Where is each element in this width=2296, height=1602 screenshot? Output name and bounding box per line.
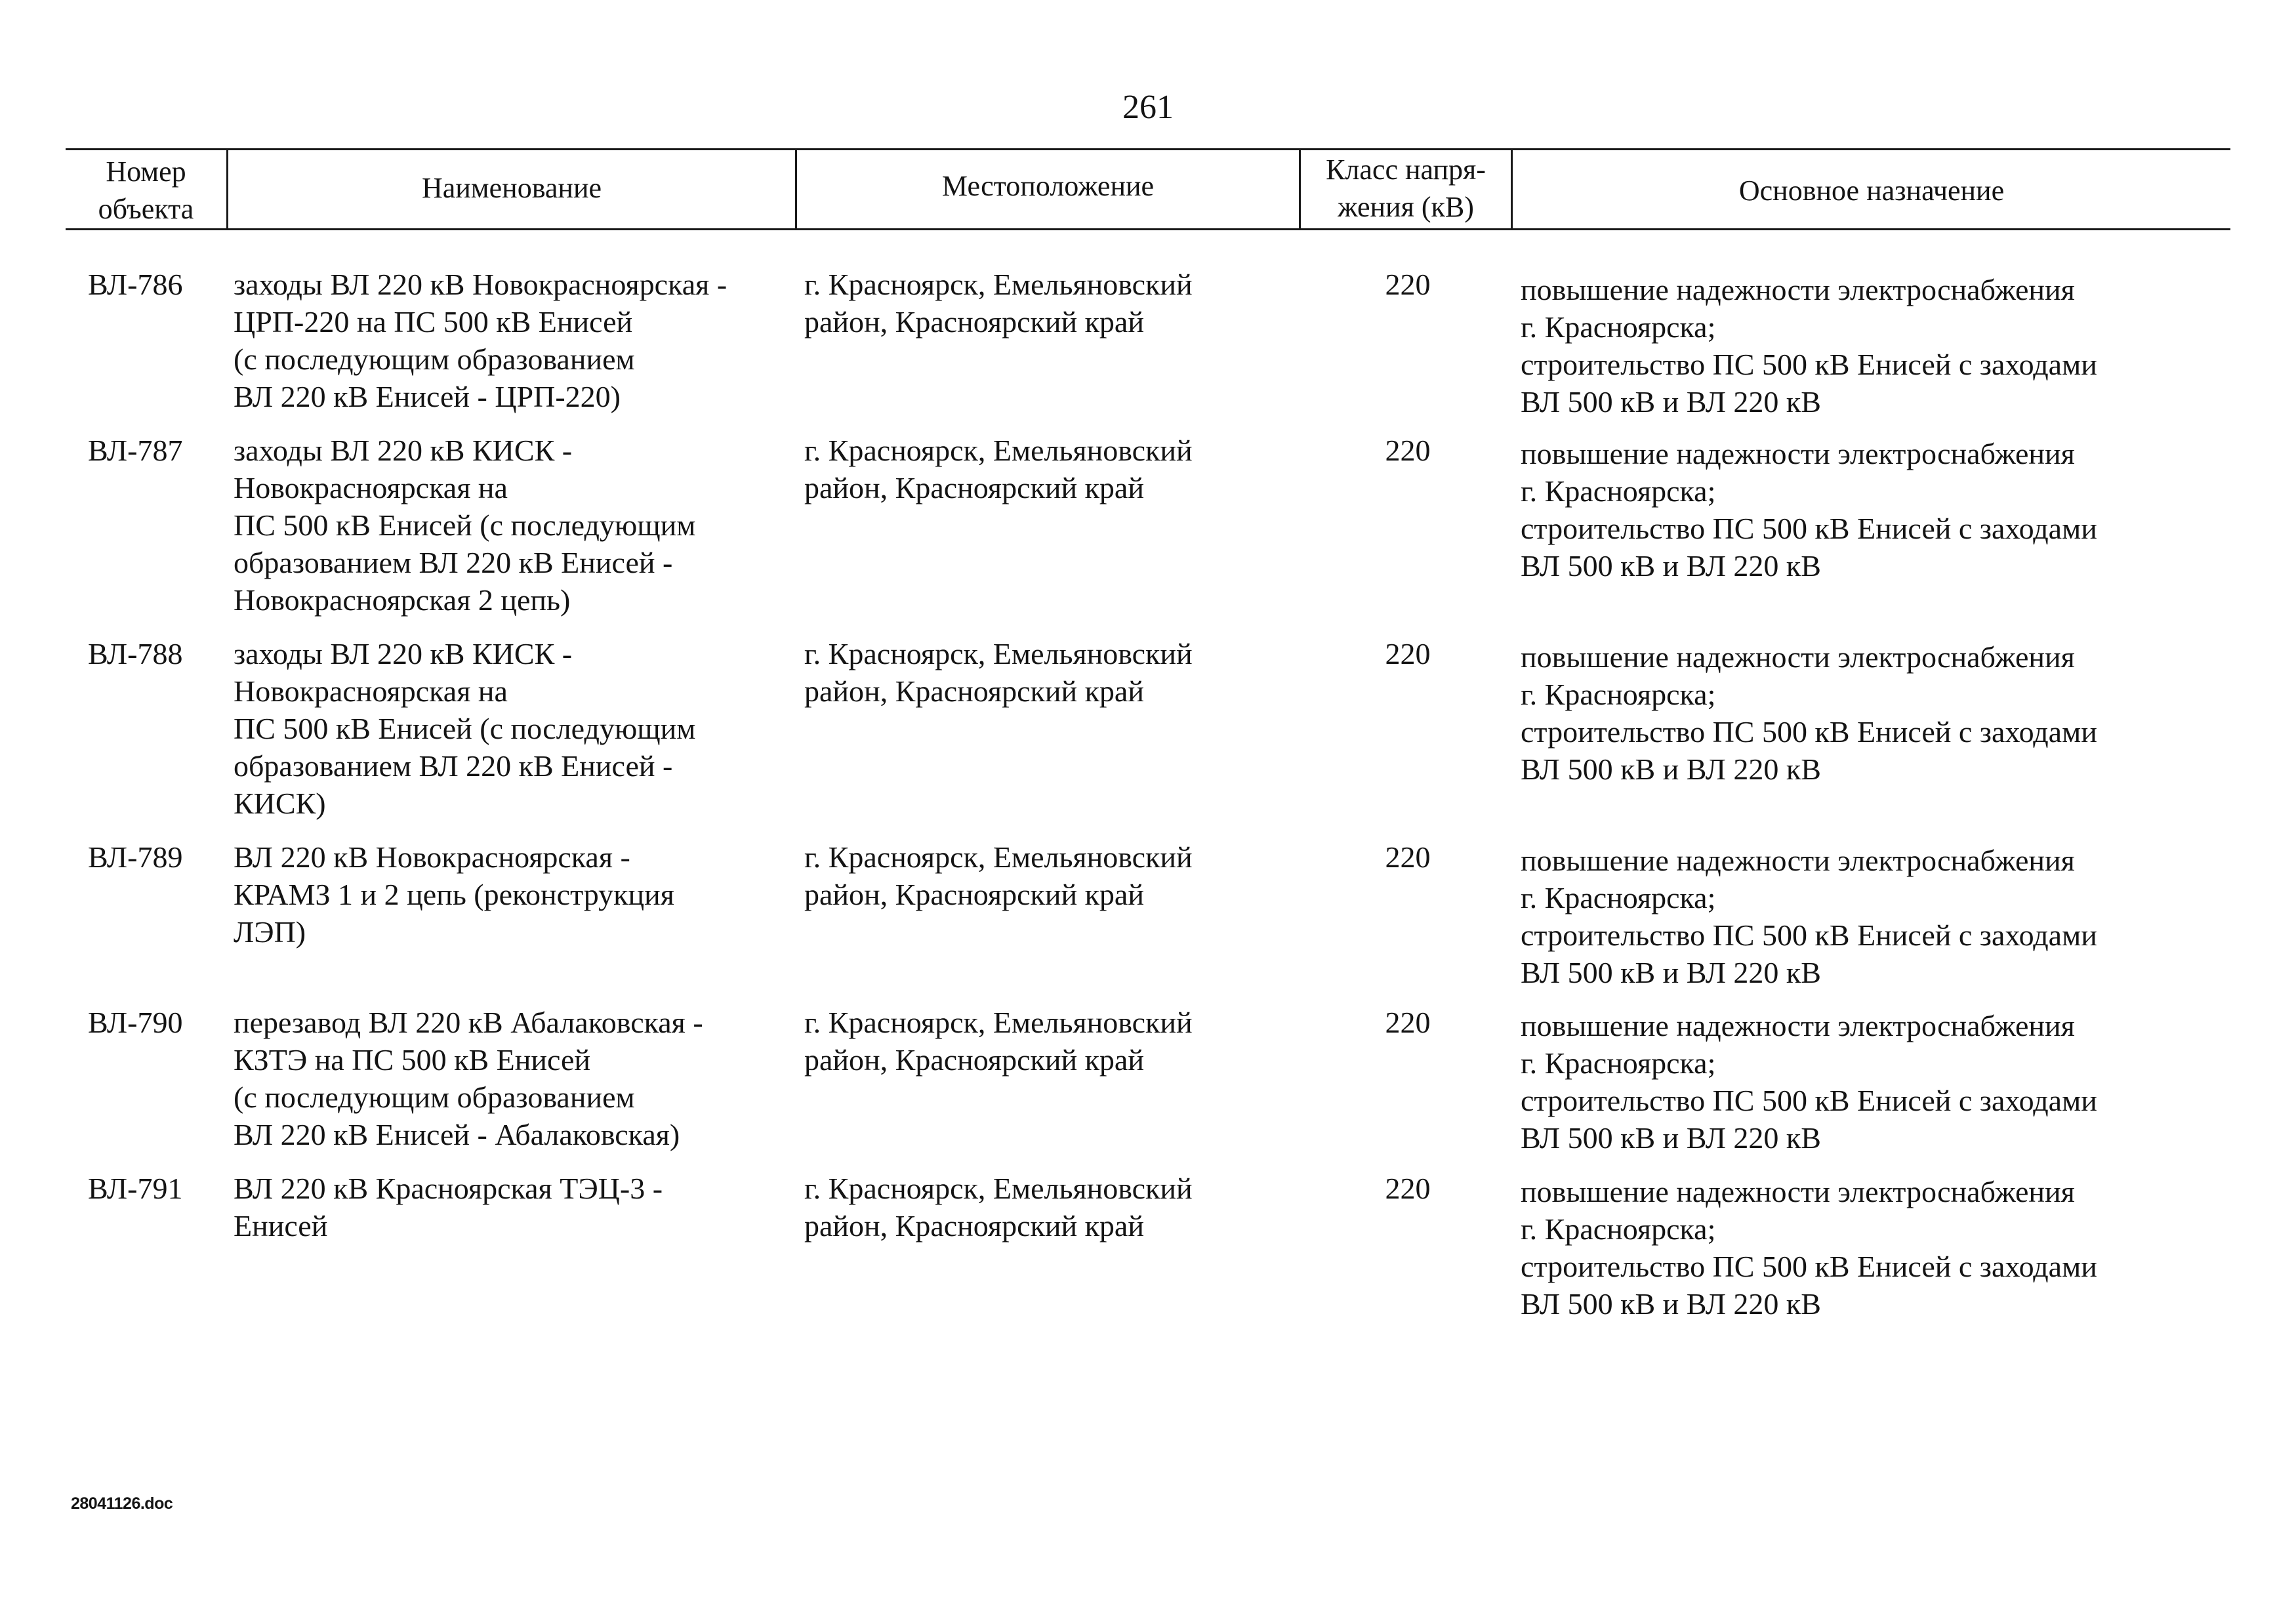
object-voltage: 220	[1385, 1172, 1431, 1205]
object-name: ВЛ 220 кВ Красноярская ТЭЦ-3 - Енисей	[234, 1172, 663, 1243]
object-purpose: повышение надежности электроснабжения г. Красноярска; строительство ПС 500 кВ Енисей с заходами ВЛ 500 кВ и ВЛ 220 кВ	[1521, 1175, 2097, 1321]
object-purpose: повышение надежности электроснабжения г. Красноярска; строительство ПС 500 кВ Енисей с заходами ВЛ 500 кВ и ВЛ 220 кВ	[1521, 640, 2097, 786]
header-name: Наименование	[421, 172, 602, 204]
object-number: ВЛ-786	[88, 268, 183, 301]
object-number: ВЛ-787	[88, 434, 183, 467]
table-header-bottom-border	[66, 228, 2230, 230]
object-name: ВЛ 220 кВ Новокрасноярская - КРАМЗ 1 и 2 цепь (реконструкция ЛЭП)	[234, 840, 674, 949]
object-name: заходы ВЛ 220 кВ КИСК - Новокрасноярская на ПС 500 кВ Енисей (с последующим образованием ВЛ 220 кВ Енисей - КИСК)	[234, 637, 696, 820]
object-name: заходы ВЛ 220 кВ Новокрасноярская - ЦРП-220 на ПС 500 кВ Енисей (с последующим образованием ВЛ 220 кВ Енисей - ЦРП-220)	[234, 268, 728, 413]
object-location: г. Красноярск, Емельяновский район, Красноярский край	[804, 840, 1193, 911]
table-top-border	[66, 148, 2230, 150]
object-purpose: повышение надежности электроснабжения г. Красноярска; строительство ПС 500 кВ Енисей с заходами ВЛ 500 кВ и ВЛ 220 кВ	[1521, 273, 2097, 419]
page-number: 261	[1122, 89, 1174, 126]
object-name: заходы ВЛ 220 кВ КИСК - Новокрасноярская на ПС 500 кВ Енисей (с последующим образованием ВЛ 220 кВ Енисей - Новокрасноярская 2 цепь)	[234, 434, 696, 617]
object-number: ВЛ-788	[88, 637, 183, 670]
object-number: ВЛ-791	[88, 1172, 183, 1205]
object-voltage: 220	[1385, 637, 1431, 670]
object-name: перезавод ВЛ 220 кВ Абалаковская - КЗТЭ на ПС 500 кВ Енисей (с последующим образованием ВЛ 220 кВ Енисей - Абалаковская)	[234, 1006, 703, 1151]
object-location: г. Красноярск, Емельяновский район, Красноярский край	[804, 637, 1193, 708]
object-location: г. Красноярск, Емельяновский район, Красноярский край	[804, 1006, 1193, 1077]
object-voltage: 220	[1385, 840, 1431, 874]
object-location: г. Красноярск, Емельяновский район, Красноярский край	[804, 268, 1193, 339]
object-location: г. Красноярск, Емельяновский район, Красноярский край	[804, 434, 1193, 504]
object-voltage: 220	[1385, 1006, 1431, 1039]
object-voltage: 220	[1385, 268, 1431, 301]
object-purpose: повышение надежности электроснабжения г. Красноярска; строительство ПС 500 кВ Енисей с заходами ВЛ 500 кВ и ВЛ 220 кВ	[1521, 1009, 2097, 1155]
object-voltage: 220	[1385, 434, 1431, 467]
object-purpose: повышение надежности электроснабжения г. Красноярска; строительство ПС 500 кВ Енисей с заходами ВЛ 500 кВ и ВЛ 220 кВ	[1521, 844, 2097, 989]
header-location: Местоположение	[941, 170, 1155, 202]
object-number: ВЛ-790	[88, 1006, 183, 1039]
object-purpose: повышение надежности электроснабжения г. Красноярска; строительство ПС 500 кВ Енисей с заходами ВЛ 500 кВ и ВЛ 220 кВ	[1521, 437, 2097, 583]
header-voltage-class: Класс напря- жения (кВ)	[1326, 154, 1486, 223]
document-filename: 28041126.doc	[71, 1494, 173, 1513]
object-number: ВЛ-789	[88, 840, 183, 874]
object-location: г. Красноярск, Емельяновский район, Красноярский край	[804, 1172, 1193, 1243]
header-purpose: Основное назначение	[1738, 175, 2005, 207]
header-object-number: Номер объекта	[98, 155, 194, 225]
